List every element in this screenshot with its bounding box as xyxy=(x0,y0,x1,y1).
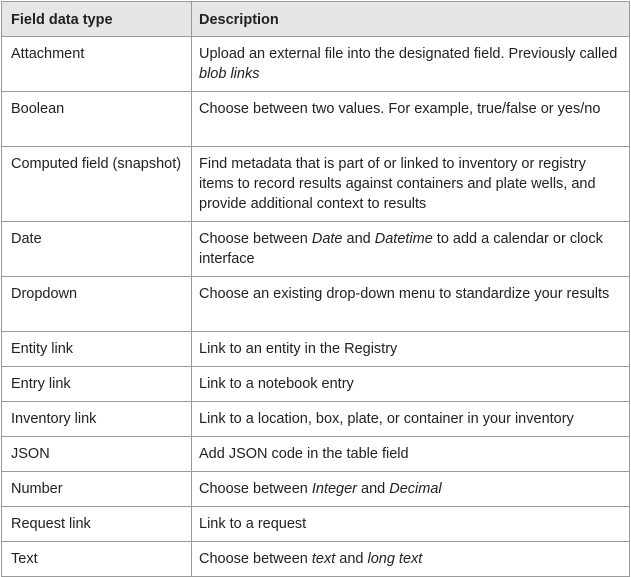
table-row xyxy=(2,92,630,147)
description-cell xyxy=(192,472,630,507)
description-cell xyxy=(192,147,630,222)
description-cell xyxy=(192,507,630,542)
description-text: Upload an external file into the designated field. Previously called xyxy=(199,46,618,62)
field-type-cell: Computed field (snapshot) xyxy=(2,147,192,222)
description-text: Link to an entity in the Registry xyxy=(199,341,398,357)
field-type-cell: Text xyxy=(2,542,192,577)
description-emphasis: Integer xyxy=(311,481,358,497)
description-text: to add a calendar or clock interface xyxy=(199,231,603,267)
table-row xyxy=(2,402,630,437)
description-text: Add JSON code in the table field xyxy=(199,446,409,462)
description-text: and xyxy=(335,551,368,567)
description-emphasis: Datetime xyxy=(374,231,433,247)
description-text: and xyxy=(357,481,390,497)
field-type-cell: Number xyxy=(2,472,192,507)
description-text: Link to a location, box, plate, or container in your inventory xyxy=(199,411,574,427)
description-cell xyxy=(192,277,630,332)
table-row xyxy=(2,277,630,332)
description-emphasis: blob links xyxy=(199,66,260,82)
column-header-field-data-type: Field data type xyxy=(2,2,192,37)
description-text: Find metadata that is part of or linked to inventory or registry items to record results against containers and plate wells, and provide additional context to results xyxy=(199,156,596,212)
table-row xyxy=(2,147,630,222)
description-cell xyxy=(192,437,630,472)
description-emphasis: text xyxy=(311,551,336,567)
table-row xyxy=(2,367,630,402)
field-type-cell: Boolean xyxy=(2,92,192,147)
field-type-cell: Entry link xyxy=(2,367,192,402)
field-type-cell: Attachment xyxy=(2,37,192,92)
description-text: Link to a notebook entry xyxy=(199,376,354,392)
description-cell xyxy=(192,332,630,367)
table-row xyxy=(2,542,630,577)
table-row xyxy=(2,437,630,472)
description-text: Link to a request xyxy=(199,516,307,532)
table-row xyxy=(2,222,630,277)
description-emphasis: Decimal xyxy=(389,481,442,497)
description-emphasis: Date xyxy=(311,231,343,247)
description-text: Choose an existing drop-down menu to standardize your results xyxy=(199,286,610,302)
table-row xyxy=(2,472,630,507)
table-row xyxy=(2,507,630,542)
table-row xyxy=(2,37,630,92)
column-header-description: Description xyxy=(192,2,630,37)
description-text: Choose between xyxy=(199,551,312,567)
field-type-cell: Dropdown xyxy=(2,277,192,332)
field-type-cell: Inventory link xyxy=(2,402,192,437)
description-cell xyxy=(192,37,630,92)
field-type-cell: Request link xyxy=(2,507,192,542)
field-type-cell: Date xyxy=(2,222,192,277)
field-data-types-table xyxy=(1,1,630,577)
description-cell xyxy=(192,402,630,437)
description-text: Choose between two values. For example, true/false or yes/no xyxy=(199,101,601,117)
description-cell xyxy=(192,542,630,577)
description-cell xyxy=(192,92,630,147)
field-type-cell: Entity link xyxy=(2,332,192,367)
table-row xyxy=(2,332,630,367)
description-text: Choose between xyxy=(199,481,312,497)
description-emphasis: long text xyxy=(367,551,423,567)
description-text: and xyxy=(342,231,375,247)
description-text: Choose between xyxy=(199,231,312,247)
field-type-cell: JSON xyxy=(2,437,192,472)
table-header-row xyxy=(2,2,630,37)
description-cell xyxy=(192,222,630,277)
description-cell xyxy=(192,367,630,402)
